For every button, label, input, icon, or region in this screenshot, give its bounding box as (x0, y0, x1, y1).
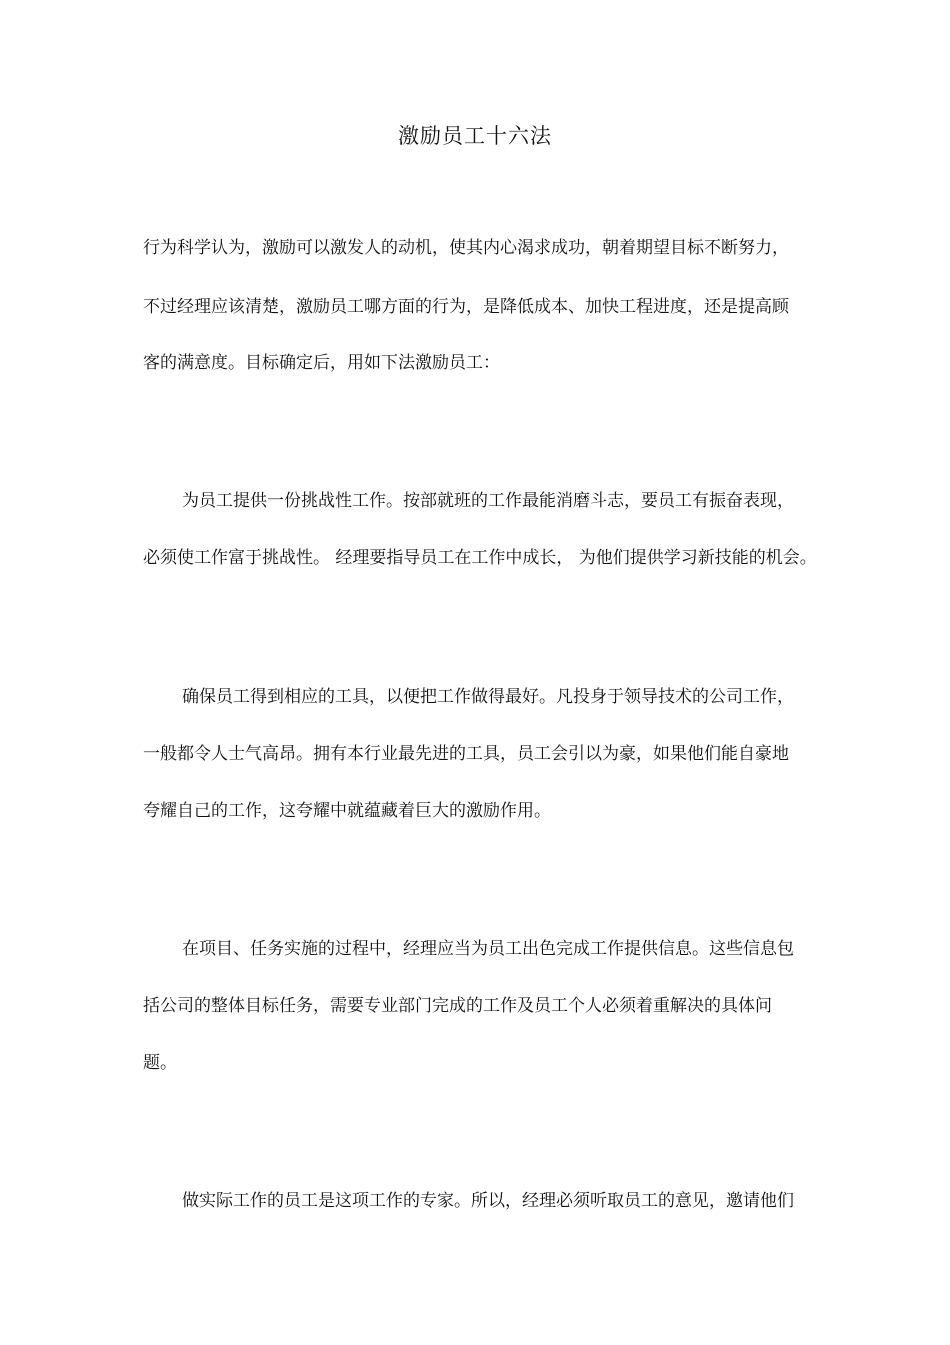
paragraph-1-line-2: 必须使工作富于挑战性。 经理要指导员工在工作中成长， 为他们提供学习新技能的机会。 (143, 548, 817, 568)
paragraph-3-line-1: 在项目、任务实施的过程中，经理应当为员工出色完成工作提供信息。这些信息包 (182, 939, 794, 959)
paragraph-1-line-1: 为员工提供一份挑战性工作。按部就班的工作最能消磨斗志，要员工有振奋表现， (182, 491, 794, 511)
intro-line-1: 行为科学认为，激励可以激发人的动机，使其内心渴求成功，朝着期望目标不断努力， (143, 238, 789, 258)
paragraph-3-line-2: 括公司的整体目标任务，需要专业部门完成的工作及员工个人必须着重解决的具体问 (143, 996, 772, 1016)
document-title: 激励员工十六法 (398, 124, 552, 148)
intro-line-2: 不过经理应该清楚，激励员工哪方面的行为，是降低成本、加快工程进度，还是提高顾 (143, 297, 789, 317)
paragraph-2-line-2: 一般都令人士气高昂。拥有本行业最先进的工具，员工会引以为豪，如果他们能自豪地 (143, 744, 789, 764)
intro-line-3: 客的满意度。目标确定后，用如下法激励员工： (143, 353, 500, 373)
paragraph-2-line-3: 夸耀自己的工作，这夸耀中就蕴藏着巨大的激励作用。 (143, 801, 551, 821)
paragraph-3-line-3: 题。 (143, 1053, 177, 1073)
paragraph-4-line-1: 做实际工作的员工是这项工作的专家。所以，经理必须听取员工的意见，邀请他们 (182, 1191, 794, 1211)
paragraph-2-line-1: 确保员工得到相应的工具，以便把工作做得最好。凡投身于领导技术的公司工作， (182, 687, 794, 707)
